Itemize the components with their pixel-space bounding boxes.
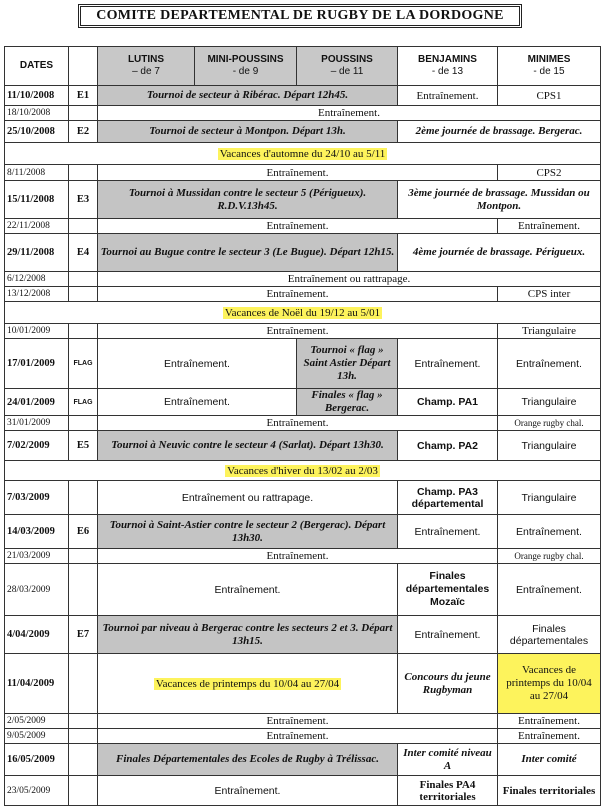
row-date: 4/04/2009 bbox=[5, 616, 69, 654]
row-date: 2/05/2009 bbox=[5, 714, 69, 729]
row-code bbox=[69, 729, 98, 744]
minimes-activity: CPS inter bbox=[498, 287, 601, 302]
vacation-label: Vacances d'hiver du 13/02 au 2/03 bbox=[227, 464, 378, 477]
table-row bbox=[5, 106, 601, 121]
row-code bbox=[69, 654, 98, 714]
benjamins-activity: Champ. PA1 bbox=[398, 389, 498, 416]
row-date: 7/02/2009 bbox=[5, 431, 69, 461]
minimes-activity: CPS1 bbox=[498, 86, 601, 106]
row-code: FLAG bbox=[69, 389, 98, 416]
young-activity: Tournoi de secteur à Montpon. Départ 13h. bbox=[98, 121, 398, 143]
header-lutins: LUTINS – de 7 bbox=[98, 47, 195, 86]
row-date: 18/10/2008 bbox=[5, 106, 69, 121]
benjamins-minimes-activity: 4ème journée de brassage. Périgueux. bbox=[398, 234, 601, 272]
young-activity: Tournoi de secteur à Ribérac. Départ 12h45. bbox=[98, 86, 398, 106]
vacation-row bbox=[5, 143, 601, 165]
row-date: 16/05/2009 bbox=[5, 744, 69, 776]
row-date: 10/01/2009 bbox=[5, 324, 69, 339]
minimes-activity: Entraînement. bbox=[498, 729, 601, 744]
row-code bbox=[69, 287, 98, 302]
benjamins-activity: Entraînement. bbox=[398, 616, 498, 654]
table-row bbox=[5, 121, 601, 143]
table-row bbox=[5, 481, 601, 515]
header-code bbox=[69, 47, 98, 86]
row-date: 9/05/2009 bbox=[5, 729, 69, 744]
young-activity: Entraînement. bbox=[98, 324, 498, 339]
minimes-activity: Entraînement. bbox=[498, 515, 601, 549]
minimes-activity: Triangulaire bbox=[498, 324, 601, 339]
minimes-activity: Vacances de printemps du 10/04 au 27/04 bbox=[498, 654, 601, 714]
benjamins-activity: Entraînement. bbox=[398, 515, 498, 549]
benjamins-activity: Entraînement. bbox=[398, 86, 498, 106]
row-date: 21/03/2009 bbox=[5, 549, 69, 564]
young-activity: Entraînement. bbox=[98, 416, 498, 431]
row-date: 31/01/2009 bbox=[5, 416, 69, 431]
all-activity: Entraînement. bbox=[98, 106, 601, 121]
table-row bbox=[5, 234, 601, 272]
minimes-activity: Triangulaire bbox=[498, 389, 601, 416]
young-activity: Tournoi à Neuvic contre le secteur 4 (Sarlat). Départ 13h30. bbox=[98, 431, 398, 461]
benjamins-activity: Champ. PA3 départemental bbox=[398, 481, 498, 515]
vacation-banner bbox=[5, 461, 601, 481]
minimes-activity: Inter comité bbox=[498, 744, 601, 776]
table-row bbox=[5, 86, 601, 106]
all-activity: Entraînement ou rattrapage. bbox=[98, 272, 601, 287]
minimes-activity: Orange rugby chal. bbox=[498, 416, 601, 431]
row-code bbox=[69, 416, 98, 431]
benjamins-minimes-activity: 3ème journée de brassage. Mussidan ou Montpon. bbox=[398, 181, 601, 219]
vacation-banner bbox=[5, 143, 601, 165]
vacation-row bbox=[5, 461, 601, 481]
table-row bbox=[5, 654, 601, 714]
vacation-label: Vacances de Noël du 19/12 au 5/01 bbox=[224, 306, 381, 319]
table-row bbox=[5, 416, 601, 431]
young-activity: Finales Départementales des Ecoles de Rugby à Trélissac. bbox=[98, 744, 398, 776]
young-activity: Entraînement ou rattrapage. bbox=[98, 481, 398, 515]
row-code bbox=[69, 744, 98, 776]
table-row bbox=[5, 564, 601, 616]
minimes-activity: Entraînement. bbox=[498, 219, 601, 234]
header-row bbox=[5, 47, 601, 86]
header-dates: DATES bbox=[5, 47, 69, 86]
row-code bbox=[69, 564, 98, 616]
table-row bbox=[5, 287, 601, 302]
benjamins-minimes-activity: 2ème journée de brassage. Bergerac. bbox=[398, 121, 601, 143]
row-date: 28/03/2009 bbox=[5, 564, 69, 616]
minimes-activity: Triangulaire bbox=[498, 481, 601, 515]
minimes-activity: Triangulaire bbox=[498, 431, 601, 461]
row-code bbox=[69, 165, 98, 181]
row-date: 15/11/2008 bbox=[5, 181, 69, 219]
table-row bbox=[5, 339, 601, 389]
young-activity: Entraînement. bbox=[98, 219, 498, 234]
row-date: 23/05/2009 bbox=[5, 776, 69, 806]
row-code bbox=[69, 219, 98, 234]
young-activity: Entraînement. bbox=[98, 564, 398, 616]
vacation-label: Vacances de printemps du 10/04 au 27/04 bbox=[155, 677, 340, 690]
minimes-activity: CPS2 bbox=[498, 165, 601, 181]
minimes-activity: Orange rugby chal. bbox=[498, 549, 601, 564]
young-activity: Tournoi au Bugue contre le secteur 3 (Le Bugue). Départ 12h15. bbox=[98, 234, 398, 272]
table-row bbox=[5, 272, 601, 287]
benjamins-activity: Finales PA4 territoriales bbox=[398, 776, 498, 806]
young-activity: Tournoi à Mussidan contre le secteur 5 (Périgueux). R.D.V.13h45. bbox=[98, 181, 398, 219]
table-row bbox=[5, 389, 601, 416]
young-activity: Entraînement. bbox=[98, 776, 398, 806]
row-code bbox=[69, 776, 98, 806]
benjamins-activity: Finales départementales Mozaïc bbox=[398, 564, 498, 616]
row-code: FLAG bbox=[69, 339, 98, 389]
benjamins-activity: Concours du jeune Rugbyman bbox=[398, 654, 498, 714]
header-benjamins: BENJAMINS - de 13 bbox=[398, 47, 498, 86]
row-date: 17/01/2009 bbox=[5, 339, 69, 389]
minimes-activity: Entraînement. bbox=[498, 564, 601, 616]
row-code: E6 bbox=[69, 515, 98, 549]
row-code: E2 bbox=[69, 121, 98, 143]
row-date: 13/12/2008 bbox=[5, 287, 69, 302]
schedule-table bbox=[4, 46, 601, 806]
table-row bbox=[5, 549, 601, 564]
table-row bbox=[5, 324, 601, 339]
benjamins-activity: Inter comité niveau A bbox=[398, 744, 498, 776]
table-row bbox=[5, 776, 601, 806]
row-date: 24/01/2009 bbox=[5, 389, 69, 416]
benjamins-activity: Champ. PA2 bbox=[398, 431, 498, 461]
row-date: 22/11/2008 bbox=[5, 219, 69, 234]
row-date: 6/12/2008 bbox=[5, 272, 69, 287]
row-code bbox=[69, 549, 98, 564]
header-mini-poussins: MINI-POUSSINS - de 9 bbox=[195, 47, 297, 86]
table-row bbox=[5, 515, 601, 549]
poussins-activity: Finales « flag » Bergerac. bbox=[297, 389, 398, 416]
row-date: 29/11/2008 bbox=[5, 234, 69, 272]
young-activity: Tournoi à Saint-Astier contre le secteur 2 (Bergerac). Départ 13h30. bbox=[98, 515, 398, 549]
young-activity: Entraînement. bbox=[98, 287, 498, 302]
minimes-activity: Finales départementales bbox=[498, 616, 601, 654]
young-activity: Entraînement. bbox=[98, 165, 498, 181]
row-date: 7/03/2009 bbox=[5, 481, 69, 515]
row-code: E3 bbox=[69, 181, 98, 219]
minimes-activity: Entraînement. bbox=[498, 339, 601, 389]
table-row bbox=[5, 616, 601, 654]
vacation-banner bbox=[5, 302, 601, 324]
vacation-row bbox=[5, 302, 601, 324]
page-title: COMITE DEPARTEMENTAL DE RUGBY DE LA DORDOGNE bbox=[78, 4, 522, 28]
table-row bbox=[5, 181, 601, 219]
row-date: 8/11/2008 bbox=[5, 165, 69, 181]
table-row bbox=[5, 729, 601, 744]
row-code: E5 bbox=[69, 431, 98, 461]
row-code: E7 bbox=[69, 616, 98, 654]
row-code bbox=[69, 106, 98, 121]
row-date: 25/10/2008 bbox=[5, 121, 69, 143]
young-activity: Entraînement. bbox=[98, 549, 498, 564]
minimes-activity: Finales territoriales bbox=[498, 776, 601, 806]
row-code: E4 bbox=[69, 234, 98, 272]
table-row bbox=[5, 165, 601, 181]
row-code: E1 bbox=[69, 86, 98, 106]
table-row bbox=[5, 714, 601, 729]
lutins-mini-activity: Entraînement. bbox=[98, 339, 297, 389]
minimes-activity: Entraînement. bbox=[498, 714, 601, 729]
young-activity: Tournoi par niveau à Bergerac contre les secteurs 2 et 3. Départ 13h15. bbox=[98, 616, 398, 654]
row-date: 11/10/2008 bbox=[5, 86, 69, 106]
table-row bbox=[5, 219, 601, 234]
row-code bbox=[69, 714, 98, 729]
row-code bbox=[69, 324, 98, 339]
table-row bbox=[5, 744, 601, 776]
row-date: 14/03/2009 bbox=[5, 515, 69, 549]
young-activity: Entraînement. bbox=[98, 729, 498, 744]
lutins-mini-activity: Entraînement. bbox=[98, 389, 297, 416]
row-code bbox=[69, 481, 98, 515]
header-poussins: POUSSINS – de 11 bbox=[297, 47, 398, 86]
benjamins-activity: Entraînement. bbox=[398, 339, 498, 389]
poussins-activity: Tournoi « flag » Saint Astier Départ 13h. bbox=[297, 339, 398, 389]
row-code bbox=[69, 272, 98, 287]
young-activity bbox=[98, 654, 398, 714]
header-minimes: MINIMES - de 15 bbox=[498, 47, 601, 86]
table-row bbox=[5, 431, 601, 461]
vacation-label: Vacances d'automne du 24/10 au 5/11 bbox=[219, 147, 386, 160]
row-date: 11/04/2009 bbox=[5, 654, 69, 714]
young-activity: Entraînement. bbox=[98, 714, 498, 729]
